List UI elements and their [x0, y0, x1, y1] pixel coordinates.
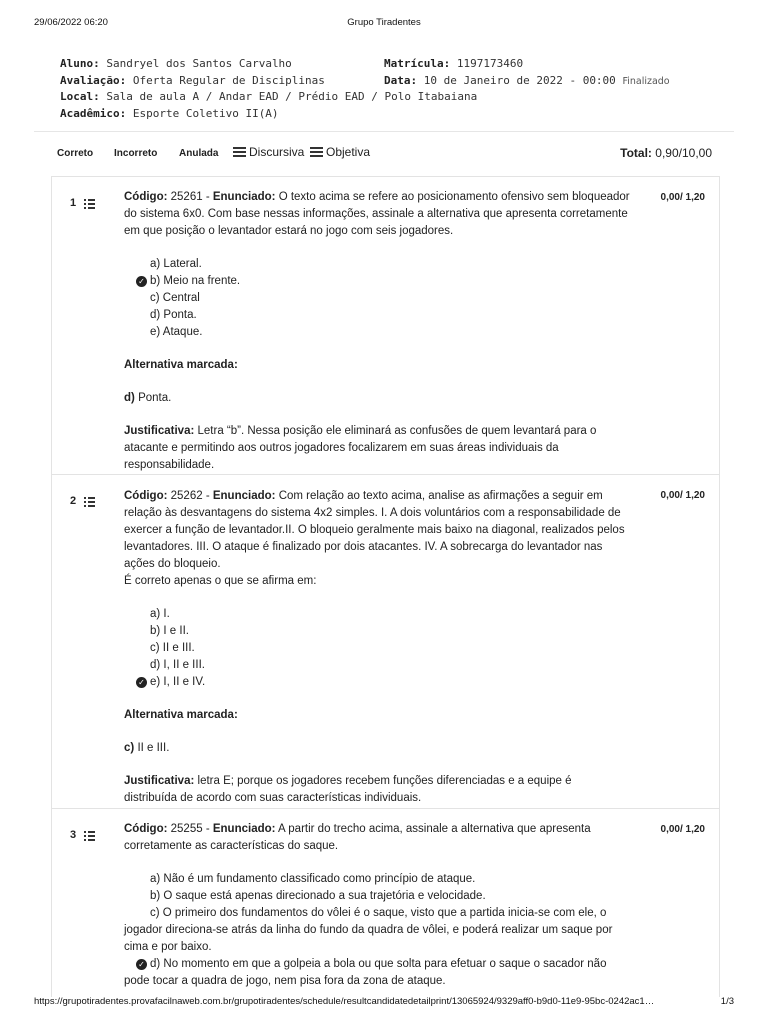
- alternativa-label: Alternativa marcada:: [124, 359, 238, 371]
- list-icon: [84, 199, 95, 208]
- marked-answer: c) II e III.: [124, 742, 170, 754]
- options-list: [138, 256, 636, 341]
- check-circle-icon: ✓: [136, 276, 147, 287]
- option-item: a) Não é um fundamento classificado como princípio de ataque.: [150, 873, 476, 885]
- question-body: Código: 25255 - Enunciado: A partir do trecho acima, assinale a alternativa que apresenta corretamente as características do saque. a) Não é um fundamento classificado como princípio de ataque. b) O saque está apenas direcionado a sua trajetória e velocidade. c) O primeiro dos fundamentos do vôlei é o saque, visto que a partida inicia-se com ele, o jogador direciona-se atrás da linha do fundo da quadra de vôlei, e poderá realizar um saque por cima e por baixo. ✓ d) No momento em que a golpeia a bola ou que solta para efetuar o saque o sacador não pode tocar a quadra de jogo, nem pisa fora da zona de ataque.: [124, 821, 636, 990]
- print-header: [34, 17, 734, 31]
- legend-incorreto: Incorreto: [114, 148, 158, 159]
- legend-objetiva: Objetiva: [310, 145, 370, 159]
- option-item-correct: ✓ d) No momento em que a golpeia a bola ou que solta para efetuar o saque o sacador não: [150, 956, 636, 973]
- total-score: Total: 0,90/10,00: [620, 146, 712, 160]
- local-label: Local:: [60, 90, 100, 103]
- option-item: a) I.: [150, 608, 170, 620]
- print-date: 29/06/2022 06:20: [34, 17, 108, 28]
- justificativa: Justificativa: Letra “b”. Nessa posição ele eliminará as confusões de quem levantará para o atacante e permitindo aos outros jogadores focalizarem em suas áreas individuais da responsabilidade.: [124, 425, 597, 471]
- question-score: 0,00/ 1,20: [660, 824, 705, 835]
- data-label: Data:: [384, 73, 418, 87]
- option-item: b) I e II.: [150, 625, 189, 637]
- question-number: 3: [70, 829, 95, 841]
- local-value: Sala de aula A / Andar EAD / Prédio EAD / Polo Itabaiana: [106, 90, 478, 103]
- legend-correto: Correto: [57, 148, 94, 159]
- print-title: Grupo Tiradentes: [347, 17, 421, 28]
- question-body: Código: 25261 - Enunciado: O texto acima se refere ao posicionamento ofensivo sem bloqueador do sistema 6x0. Com base nessas informações, assinale a alternativa que apresenta corretamente em que posição o levantador estará no jogo com seis jogadores. a) Lateral. ✓ b) Meio na frente. c) Central d) Ponta. e) Ataque. Alternativa marcada: d) Ponta. Justificativa: Letra “b”. Nessa posição ele eliminará as confusões de quem levantará para o atacante e permitindo aos outros jogadores focalizarem em suas áreas individuais da responsabilidade.: [124, 189, 636, 474]
- option-item-correct: ✓ b) Meio na frente.: [150, 273, 636, 290]
- divider: [34, 131, 734, 132]
- question-card: [51, 808, 720, 997]
- option-item: e) Ataque.: [150, 326, 203, 338]
- legend-anulada: Anulada: [179, 148, 219, 159]
- check-circle-icon: ✓: [136, 677, 147, 688]
- aluno-value: Sandryel dos Santos Carvalho: [106, 57, 292, 70]
- option-item-correct: ✓ e) I, II e IV.: [150, 674, 636, 691]
- alternativa-label: Alternativa marcada:: [124, 709, 238, 721]
- option-item: c) II e III.: [150, 642, 195, 654]
- list-icon: [310, 147, 323, 157]
- academico-label: Acadêmico:: [60, 106, 127, 120]
- print-footer: [34, 996, 734, 1010]
- option-item: c) Central: [150, 292, 200, 304]
- list-icon: [84, 497, 95, 506]
- matricula-value: 1197173460: [456, 57, 524, 70]
- avaliacao-value: Oferta Regular de Disciplinas: [132, 73, 325, 87]
- page-number: 1/3: [720, 996, 734, 1007]
- option-item: d) I, II e III.: [150, 659, 205, 671]
- option-item: a) Lateral.: [150, 258, 202, 270]
- list-icon: [84, 831, 95, 840]
- options-list: [150, 871, 636, 922]
- status-badge: Finalizado: [622, 75, 670, 87]
- marked-answer: d) Ponta.: [124, 392, 172, 404]
- academico-value: Esporte Coletivo II(A): [132, 106, 279, 120]
- avaliacao-label: Avaliação:: [60, 73, 127, 87]
- align-justify-icon: [233, 147, 246, 157]
- question-number: 2: [70, 495, 95, 507]
- option-item: d) Ponta.: [150, 309, 197, 321]
- option-item: c) O primeiro dos fundamentos do vôlei é o saque, visto que a partida inicia-se com ele, o: [150, 907, 607, 919]
- question-score: 0,00/ 1,20: [660, 490, 705, 501]
- question-body: Código: 25262 - Enunciado: Com relação ao texto acima, analise as afirmações a seguir em relação às desvantagens do sistema 4x2 simples. I. A dois voluntários com a responsabilidade de exercer a função de levantador.II. O bloqueio geralmente mais baixo na diagonal, realizados pelos levantadores. III. O ataque é finalizado por dois atacantes. IV. A sobrecarga do levantador nas ações do bloqueio. É correto apenas o que se afirma em: a) I. b) I e II. c) II e III. d) I, II e III. ✓ e) I, II e IV. Alternativa marcada: c) II e III. Justificativa: letra E; porque os jogadores recebem funções diferenciadas e a equipe é distribuída de acordo com suas características individuais.: [124, 488, 636, 807]
- legend-bar: [57, 145, 712, 165]
- check-circle-icon: ✓: [136, 959, 147, 970]
- aluno-label: Aluno:: [60, 57, 100, 70]
- print-url: https://grupotiradentes.provafacilnaweb.com.br/grupotiradentes/schedule/resultcandidatedetailprint/13065924/9329aff0-b9d0-11e9-95bc-0242ac1…: [34, 996, 655, 1007]
- student-info: [60, 56, 740, 122]
- question-number: 1: [70, 197, 95, 209]
- options-list: [138, 606, 636, 691]
- matricula-label: Matrícula:: [384, 57, 451, 70]
- legend-discursiva: Discursiva: [233, 145, 304, 159]
- question-card: [51, 176, 720, 475]
- justificativa: Justificativa: letra E; porque os jogadores recebem funções diferenciadas e a equipe é distribuída de acordo com suas características individuais.: [124, 775, 572, 804]
- question-score: 0,00/ 1,20: [660, 192, 705, 203]
- option-item: b) O saque está apenas direcionado a sua trajetória e velocidade.: [150, 890, 486, 902]
- question-card: [51, 474, 720, 809]
- data-value: 10 de Janeiro de 2022 - 00:00: [423, 73, 616, 87]
